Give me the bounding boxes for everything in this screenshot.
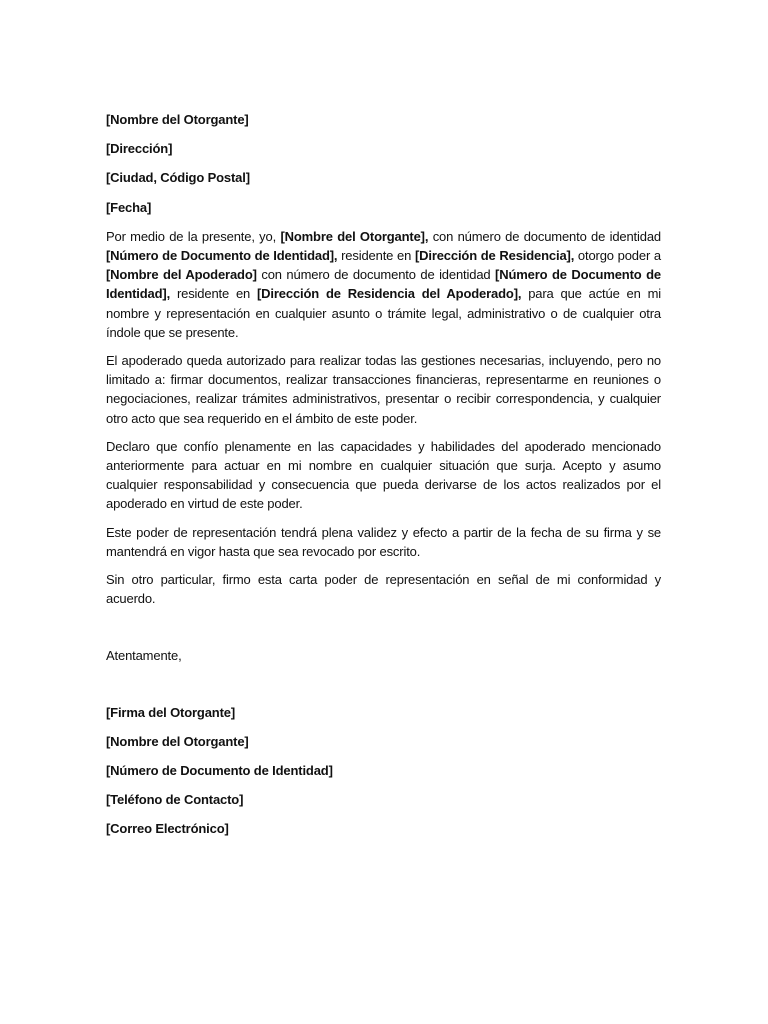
paragraph-trust: Declaro que confío plenamente en las capacidades y habilidades del apoderado mencionado anteriormente para actuar en mi nombre en cualquier situación que surja. Acepto y asumo cualquier responsabilidad y consecuencia que pueda derivarse de los actos realizados por el apoderado en virtud de este poder. bbox=[106, 438, 661, 512]
grantor-city-postal: [Ciudad, Código Postal] bbox=[106, 170, 250, 186]
signature-name: [Nombre del Otorgante] bbox=[106, 733, 249, 749]
signature-id-number: [Número de Documento de Identidad] bbox=[106, 762, 333, 778]
signature-line: [Firma del Otorgante] bbox=[106, 704, 236, 720]
grantor-name-field: [Nombre del Otorgante], bbox=[280, 228, 429, 244]
signature-block bbox=[106, 703, 661, 839]
signature-email: [Correo Electrónico] bbox=[106, 821, 229, 837]
text-run: con número de documento de identidad bbox=[256, 267, 496, 283]
text-run: Por medio de la presente, yo, bbox=[106, 228, 281, 244]
paragraph-validity: Este poder de representación tendrá plena validez y efecto a partir de la fecha de su firma y se mantendrá en vigor hasta que sea revocado por escrito. bbox=[106, 524, 661, 559]
grantor-name-header: [Nombre del Otorgante] bbox=[106, 112, 249, 127]
letter-date: [Fecha] bbox=[106, 199, 152, 215]
text-run: residente en bbox=[337, 247, 415, 263]
letter-body bbox=[106, 110, 661, 839]
paragraph-conformity: Sin otro particular, firmo esta carta poder de representación en señal de mi conformidad y acuerdo. bbox=[106, 572, 661, 607]
paragraph-grant bbox=[106, 227, 661, 342]
text-run: con número de documento de identidad bbox=[428, 228, 661, 244]
text-run: otorgo poder a bbox=[574, 247, 661, 263]
text-run: residente en bbox=[170, 286, 257, 302]
grantor-residence-field: [Dirección de Residencia], bbox=[414, 247, 575, 263]
attorney-residence-field: [Dirección de Residencia del Apoderado], bbox=[257, 286, 522, 302]
grantor-address: [Dirección] bbox=[106, 141, 173, 157]
closing-salutation: Atentamente, bbox=[106, 648, 182, 664]
text-run: para que actúe en mi nombre y representación en cualquier asunto o trámite legal, administrativo o de cualquier otra índole que se presente. bbox=[106, 286, 661, 340]
grantor-id-field: [Número de Documento de Identidad], bbox=[106, 247, 338, 263]
paragraph-authorization: El apoderado queda autorizado para realizar todas las gestiones necesarias, incluyendo, pero no limitado a: firmar documentos, realizar transacciones financieras, representarme en reuniones o negociaciones, realizar trámites administrativos, presentar o recibir correspondencia, y cualquier otro acto que sea requerido en el ámbito de este poder. bbox=[106, 352, 661, 426]
attorney-id-field: [Número de Documento de Identidad], bbox=[106, 267, 661, 302]
signature-phone: [Teléfono de Contacto] bbox=[106, 792, 244, 808]
attorney-name-field: [Nombre del Apoderado] bbox=[106, 267, 257, 283]
